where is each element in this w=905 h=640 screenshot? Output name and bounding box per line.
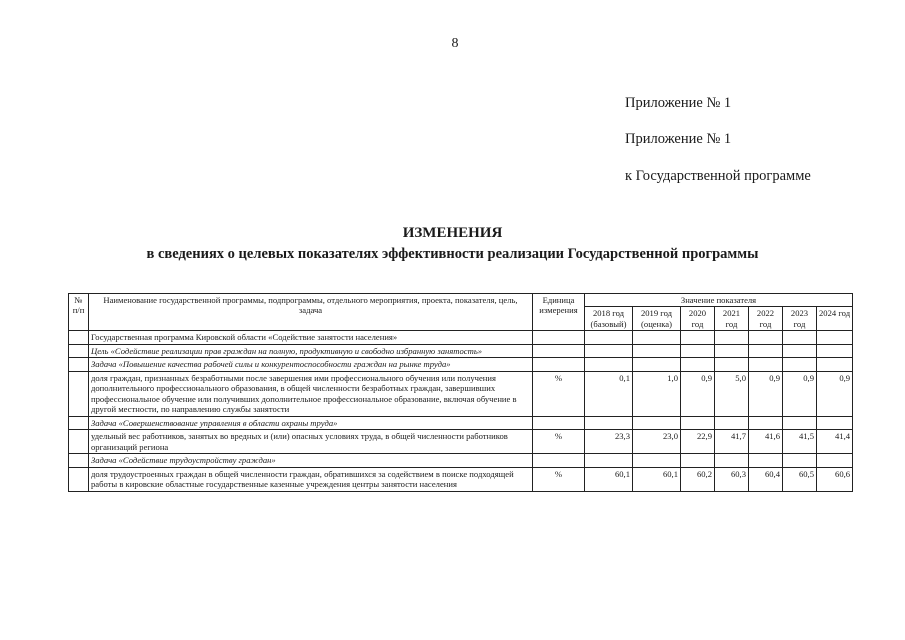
header-year: 2018 год (базовый) bbox=[585, 307, 633, 331]
row-unit: % bbox=[533, 371, 585, 416]
value-cell: 0,1 bbox=[585, 371, 633, 416]
value-cell: 60,5 bbox=[783, 467, 817, 491]
value-cell: 60,6 bbox=[817, 467, 853, 491]
annex-label: Приложение № 1 bbox=[625, 95, 732, 111]
table-row bbox=[69, 454, 853, 467]
header-unit: Единица измерения bbox=[533, 294, 585, 331]
value-cell: 0,9 bbox=[783, 371, 817, 416]
table-row bbox=[69, 371, 853, 416]
header-year: 2023 год bbox=[783, 307, 817, 331]
annex-reference: к Государственной программе bbox=[625, 168, 811, 184]
value-cell: 60,3 bbox=[715, 467, 749, 491]
value-cell: 41,5 bbox=[783, 430, 817, 454]
header-year: 2019 год (оценка) bbox=[633, 307, 681, 331]
row-text: доля граждан, признанных безработными после завершения ими профессионального обучения или получения дополнительного профессионального образования, в общей численности безработных граждан, завершивших профессиональное обучение или получивших дополнительное профессиональное образование, включая обучение в другой местности, по направлению службы занятости bbox=[89, 371, 533, 416]
row-unit: % bbox=[533, 430, 585, 454]
value-cell: 0,9 bbox=[681, 371, 715, 416]
indicators-table bbox=[68, 293, 853, 492]
value-cell: 60,1 bbox=[633, 467, 681, 491]
document-title: ИЗМЕНЕНИЯ bbox=[402, 225, 503, 241]
table-row bbox=[69, 331, 853, 344]
header-name: Наименование государственной программы, подпрограммы, отдельного мероприятия, проекта, показателя, цель, задача bbox=[89, 294, 533, 331]
row-text: Задача «Содействие трудоустройству граждан» bbox=[89, 454, 533, 467]
row-text: Задача «Повышение качества рабочей силы и конкурентоспособности граждан на рынке труда» bbox=[89, 358, 533, 371]
value-cell: 60,1 bbox=[585, 467, 633, 491]
header-year: 2021 год bbox=[715, 307, 749, 331]
table-row bbox=[69, 344, 853, 357]
header-year: 2022 год bbox=[749, 307, 783, 331]
table-row bbox=[69, 416, 853, 429]
table-row bbox=[69, 467, 853, 491]
value-cell: 5,0 bbox=[715, 371, 749, 416]
value-cell: 60,4 bbox=[749, 467, 783, 491]
value-cell: 41,6 bbox=[749, 430, 783, 454]
page-number: 8 bbox=[451, 36, 459, 51]
value-cell: 23,0 bbox=[633, 430, 681, 454]
header-year: 2020 год bbox=[681, 307, 715, 331]
row-text: Задача «Совершенствование управления в области охраны труда» bbox=[89, 416, 533, 429]
row-text: удельный вес работников, занятых во вредных и (или) опасных условиях труда, в общей численности работников организаций региона bbox=[89, 430, 533, 454]
table-row bbox=[69, 358, 853, 371]
value-cell: 41,4 bbox=[817, 430, 853, 454]
value-cell: 0,9 bbox=[749, 371, 783, 416]
value-cell: 60,2 bbox=[681, 467, 715, 491]
row-text: доля трудоустроенных граждан в общей численности граждан, обратившихся за содействием в поиске подходящей работы в кировские областные государственные казенные учреждения центры занятости населения bbox=[89, 467, 533, 491]
annex-label-repeat: Приложение № 1 bbox=[625, 131, 732, 147]
row-text: Цель «Содействие реализации прав граждан на полную, продуктивную и свободно избранную занятость» bbox=[89, 344, 533, 357]
value-cell: 22,9 bbox=[681, 430, 715, 454]
row-text: Государственная программа Кировской области «Содействие занятости населения» bbox=[89, 331, 533, 344]
header-year: 2024 год bbox=[817, 307, 853, 331]
row-unit: % bbox=[533, 467, 585, 491]
header-num: № п/п bbox=[69, 294, 89, 331]
document-subtitle: в сведениях о целевых показателях эффективности реализации Государственной программы bbox=[146, 246, 759, 262]
header-value-group: Значение показателя bbox=[585, 294, 853, 307]
table-row bbox=[69, 430, 853, 454]
value-cell: 1,0 bbox=[633, 371, 681, 416]
value-cell: 0,9 bbox=[817, 371, 853, 416]
value-cell: 41,7 bbox=[715, 430, 749, 454]
value-cell: 23,3 bbox=[585, 430, 633, 454]
